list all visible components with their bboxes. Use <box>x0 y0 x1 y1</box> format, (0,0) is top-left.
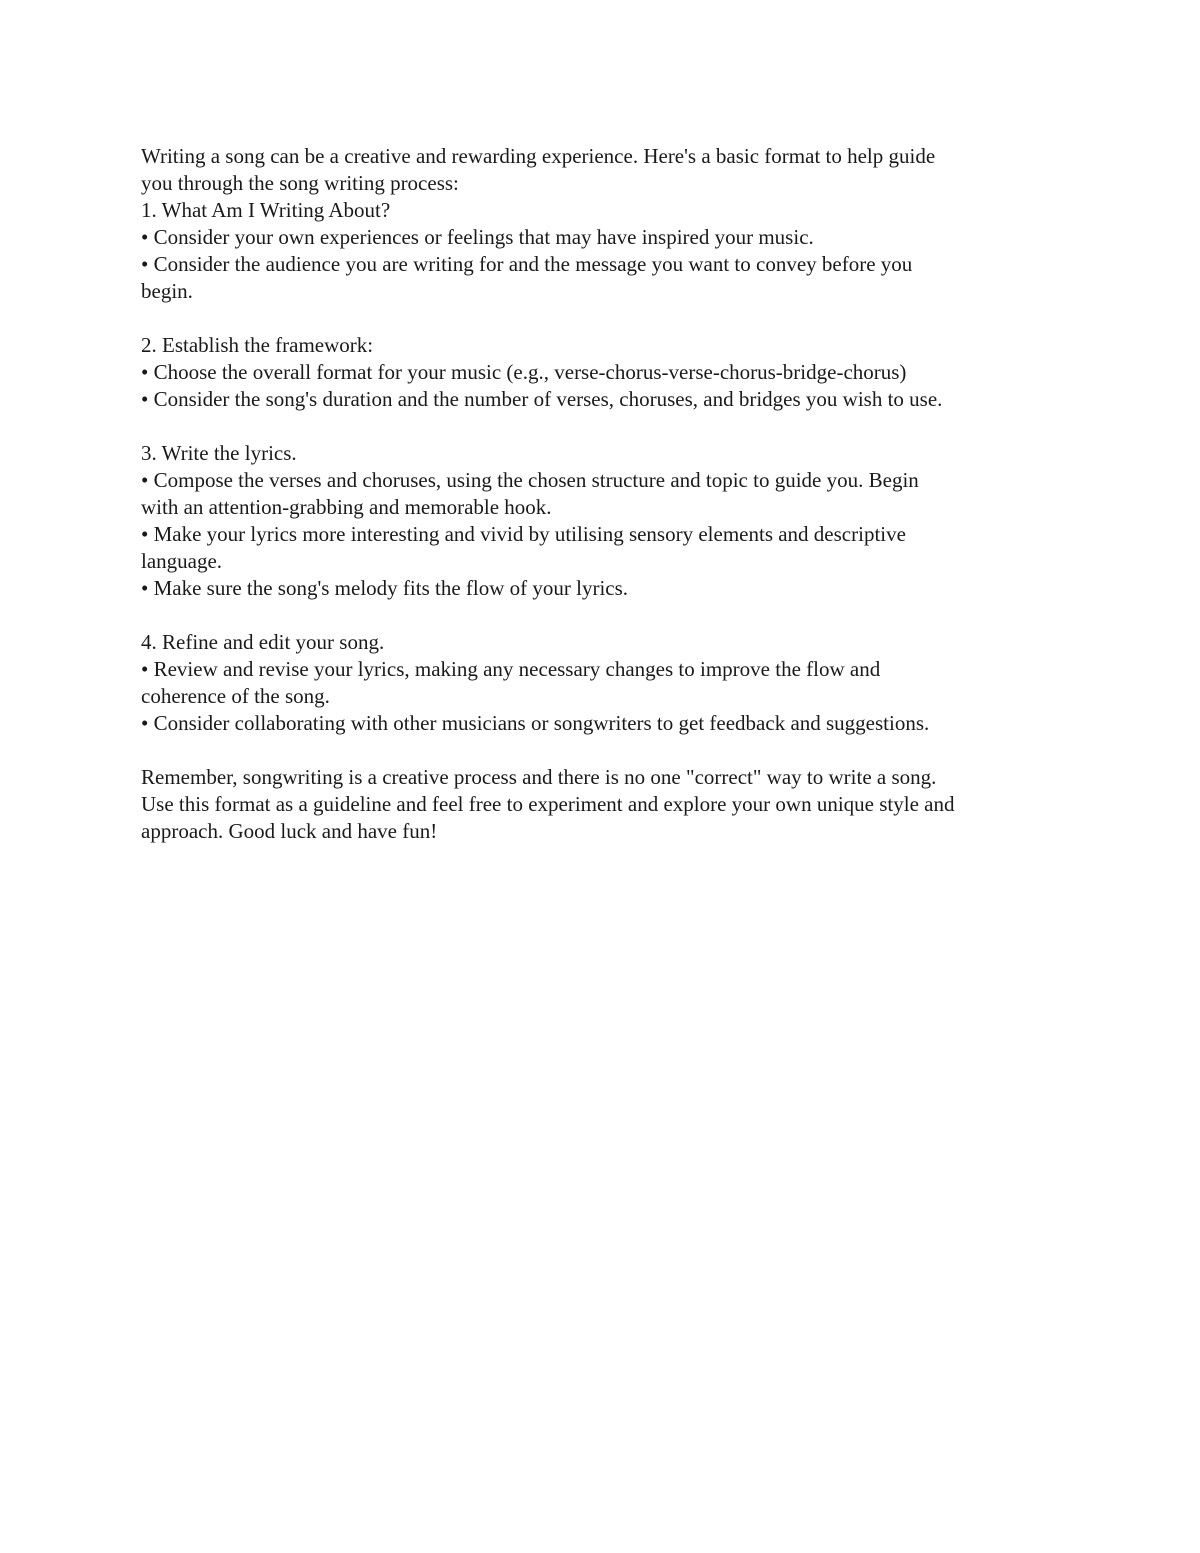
bullet-line: • Compose the verses and choruses, using the chosen structure and topic to guide you. Begin <box>141 468 919 492</box>
section-refine-edit <box>141 629 1071 737</box>
text-line: Writing a song can be a creative and rewarding experience. Here's a basic format to help guide <box>141 144 936 168</box>
bullet-line: • Choose the overall format for your music (e.g., verse-chorus-verse-chorus-bridge-chorus) <box>141 360 907 384</box>
bullet-line: • Consider collaborating with other musicians or songwriters to get feedback and suggestions. <box>141 711 930 735</box>
text-line: approach. Good luck and have fun! <box>141 819 438 843</box>
text-line: begin. <box>141 279 193 303</box>
bullet-line: • Make your lyrics more interesting and vivid by utilising sensory elements and descriptive <box>141 522 906 546</box>
paragraph-gap <box>141 413 1071 440</box>
text-line: you through the song writing process: <box>141 171 459 195</box>
section-heading: 2. Establish the framework: <box>141 333 374 357</box>
bullet-line: • Consider the audience you are writing for and the message you want to convey before you <box>141 252 913 276</box>
bullet-line: • Consider your own experiences or feelings that may have inspired your music. <box>141 225 814 249</box>
section-heading: 1. What Am I Writing About? <box>141 198 391 222</box>
section-heading: 4. Refine and edit your song. <box>141 630 385 654</box>
section-write-lyrics <box>141 440 1071 602</box>
section-establish-framework <box>141 332 1071 413</box>
bullet-line: • Review and revise your lyrics, making any necessary changes to improve the flow and <box>141 657 881 681</box>
closing-paragraph <box>141 764 1071 845</box>
intro-paragraph <box>141 143 1071 197</box>
section-what-am-i-writing-about <box>141 197 1071 305</box>
paragraph-gap <box>141 305 1071 332</box>
document-body <box>141 143 1071 845</box>
text-line: coherence of the song. <box>141 684 330 708</box>
text-line: with an attention-grabbing and memorable hook. <box>141 495 552 519</box>
text-line: language. <box>141 549 223 573</box>
text-line: Use this format as a guideline and feel free to experiment and explore your own unique style and <box>141 792 955 816</box>
text-line: Remember, songwriting is a creative process and there is no one "correct" way to write a song. <box>141 765 937 789</box>
section-heading: 3. Write the lyrics. <box>141 441 297 465</box>
paragraph-gap <box>141 737 1071 764</box>
paragraph-gap <box>141 602 1071 629</box>
bullet-line: • Make sure the song's melody fits the flow of your lyrics. <box>141 576 629 600</box>
bullet-line: • Consider the song's duration and the number of verses, choruses, and bridges you wish to use. <box>141 387 943 411</box>
